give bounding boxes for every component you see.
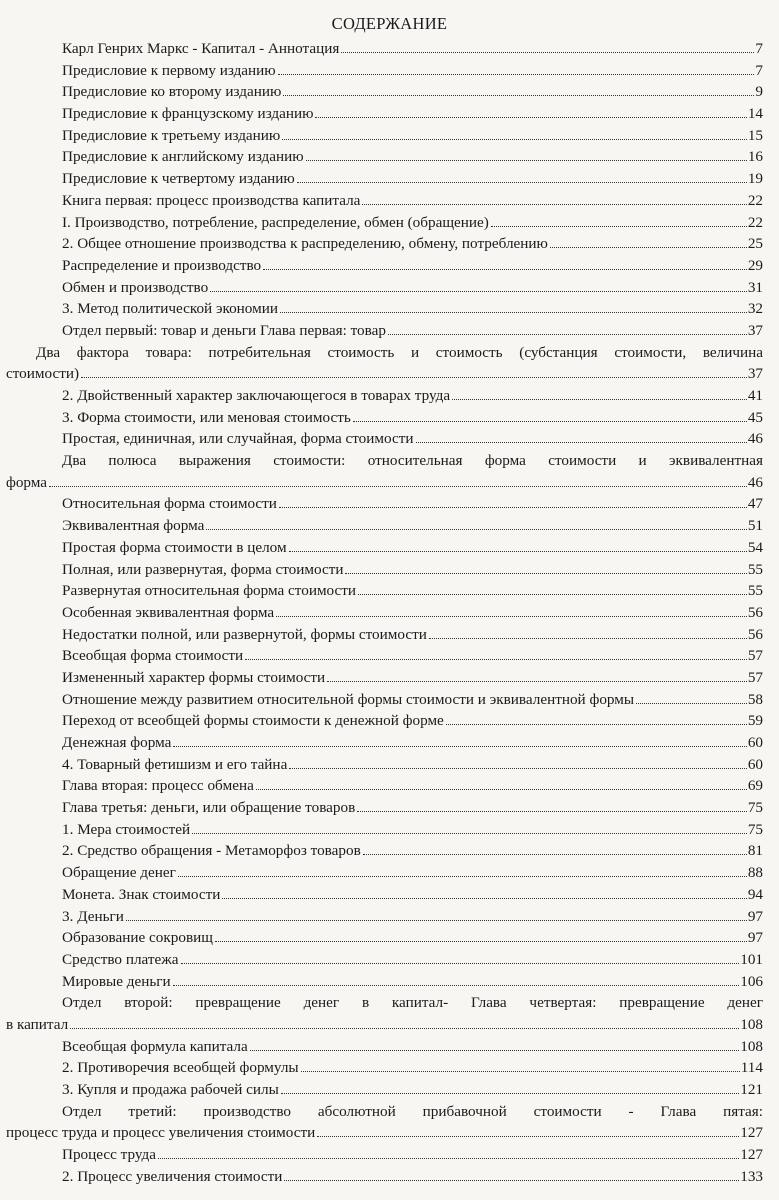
toc-page-number: 88 <box>747 864 763 882</box>
toc-entry-title: Предисловие к четвертому изданию <box>62 168 296 190</box>
table-of-contents <box>0 38 779 1188</box>
toc-page-number: 7 <box>755 40 763 57</box>
toc-page-number: 46 <box>747 473 763 491</box>
toc-page-number: 57 <box>747 647 763 665</box>
toc-entry-title: Отдел первый: товар и деньги Глава первая: товар <box>62 320 387 342</box>
toc-entry-title: Предисловие к первому изданию <box>62 60 277 82</box>
toc-page-number: 25 <box>747 235 763 253</box>
toc-entry-title: Мировые деньги <box>62 971 172 993</box>
dot-leader <box>341 51 754 53</box>
toc-page-number: 55 <box>747 560 763 578</box>
dot-leader <box>178 875 747 877</box>
toc-page-number: 121 <box>740 1081 763 1099</box>
toc-page-number: 41 <box>747 387 763 405</box>
toc-entry-title: Недостатки полной, или развернутой, формы стоимости <box>62 624 428 646</box>
toc-page-number: 31 <box>747 278 763 296</box>
dot-leader <box>363 853 747 855</box>
toc-entry-title: Средство платежа <box>62 949 180 971</box>
dot-leader <box>315 116 746 118</box>
toc-entry-title: Развернутая относительная форма стоимости <box>62 580 357 602</box>
toc-page-number: 37 <box>747 321 763 339</box>
toc-entry <box>0 81 779 103</box>
toc-entry-title: Всеобщая формула капитала <box>62 1036 249 1058</box>
toc-page-number: 46 <box>747 430 763 448</box>
toc-page-number: 69 <box>747 777 763 795</box>
toc-entry-title: Простая, единичная, или случайная, форма стоимости <box>62 428 415 450</box>
toc-entry <box>0 233 779 255</box>
toc-page-number: 133 <box>740 1167 763 1185</box>
toc-page-number: 7 <box>755 61 763 79</box>
toc-entry <box>0 1036 779 1058</box>
toc-entry-title: 4. Товарный фетишизм и его тайна <box>62 754 288 776</box>
toc-page-number: 15 <box>747 126 763 144</box>
toc-entry-title: Предисловие ко второму изданию <box>62 81 282 103</box>
dot-leader <box>126 919 747 921</box>
toc-entry-title: Глава вторая: процесс обмена <box>62 775 255 797</box>
dot-leader <box>81 376 747 378</box>
toc-page-number: 94 <box>747 885 763 903</box>
toc-entry <box>0 819 779 841</box>
dot-leader <box>327 680 747 682</box>
toc-page-number: 60 <box>747 734 763 752</box>
dot-leader <box>429 637 747 639</box>
toc-entry-title: Глава третья: деньги, или обращение товаров <box>62 797 356 819</box>
toc-entry-title: I. Производство, потребление, распределение, обмен (обращение) <box>62 212 490 234</box>
toc-entry-title-line: Два полюса выражения стоимости: относительная форма стоимости и эквивалентная <box>62 452 763 470</box>
toc-entry-title: 3. Метод политической экономии <box>62 298 279 320</box>
toc-entry <box>0 884 779 906</box>
dot-leader <box>289 767 747 769</box>
toc-page-number: 127 <box>740 1146 763 1164</box>
toc-entry <box>0 60 779 82</box>
toc-page-number: 29 <box>747 256 763 274</box>
toc-entry-title: 1. Мера стоимостей <box>62 819 191 841</box>
toc-entry-title: Всеобщая форма стоимости <box>62 645 244 667</box>
toc-entry-title: Особенная эквивалентная форма <box>62 602 275 624</box>
toc-entry <box>0 537 779 559</box>
toc-page-number: 97 <box>747 907 763 925</box>
toc-entry <box>0 645 779 667</box>
toc-entry <box>0 168 779 190</box>
dot-leader <box>250 1049 739 1051</box>
dot-leader <box>278 73 755 75</box>
toc-entry <box>0 862 779 884</box>
dot-leader <box>416 441 747 443</box>
toc-entry-title: Эквивалентная форма <box>62 515 205 537</box>
toc-page-number: 14 <box>747 105 763 123</box>
toc-entry <box>0 971 779 993</box>
toc-page-number: 58 <box>747 690 763 708</box>
toc-page-number: 47 <box>747 495 763 513</box>
toc-entry <box>0 667 779 689</box>
toc-entry <box>0 146 779 168</box>
toc-entry-title: Простая форма стоимости в целом <box>62 537 288 559</box>
toc-entry-title: Образование сокровищ <box>62 927 214 949</box>
toc-entry-title: Карл Генрих Маркс - Капитал - Аннотация <box>62 38 340 60</box>
dot-leader <box>245 658 747 660</box>
toc-entry-title: Обращение денег <box>62 862 177 884</box>
toc-entry <box>0 559 779 581</box>
toc-entry <box>0 949 779 971</box>
dot-leader <box>206 528 746 530</box>
toc-page-number: 16 <box>747 148 763 166</box>
dot-leader <box>49 485 747 487</box>
toc-entry <box>0 428 779 450</box>
toc-entry-title: 2. Противоречия всеобщей формулы <box>62 1057 300 1079</box>
toc-entry <box>0 927 779 949</box>
toc-entry <box>0 515 779 537</box>
toc-entry-title: Относительная форма стоимости <box>62 493 278 515</box>
dot-leader <box>550 246 747 248</box>
toc-entry <box>0 1166 779 1188</box>
page-title: СОДЕРЖАНИЕ <box>331 14 448 33</box>
toc-entry-title-line: Отдел второй: превращение денег в капитал- Глава четвертая: превращение денег <box>62 994 763 1012</box>
dot-leader <box>173 745 746 747</box>
toc-entry <box>0 754 779 776</box>
dot-leader <box>353 420 747 422</box>
dot-leader <box>70 1027 739 1029</box>
toc-page-number: 51 <box>747 517 763 535</box>
dot-leader <box>345 572 746 574</box>
dot-leader <box>282 138 747 140</box>
dot-leader <box>362 203 746 205</box>
dot-leader <box>280 311 747 313</box>
toc-entry <box>0 580 779 602</box>
toc-entry <box>0 1144 779 1166</box>
toc-entry <box>0 992 779 1035</box>
toc-entry-title: Денежная форма <box>62 732 172 754</box>
toc-entry <box>0 190 779 212</box>
toc-entry <box>0 212 779 234</box>
toc-entry <box>0 342 779 385</box>
dot-leader <box>181 962 740 964</box>
toc-entry <box>0 320 779 342</box>
toc-entry-title: Предисловие к английскому изданию <box>62 146 305 168</box>
toc-page-number: 75 <box>747 820 763 838</box>
toc-entry <box>0 38 779 60</box>
toc-entry-title: Полная, или развернутая, форма стоимости <box>62 559 344 581</box>
dot-leader <box>297 181 747 183</box>
toc-page-number: 55 <box>747 582 763 600</box>
toc-page-number: 56 <box>747 603 763 621</box>
toc-entry <box>0 277 779 299</box>
toc-entry <box>0 602 779 624</box>
toc-page-number: 101 <box>740 950 763 968</box>
toc-page-number: 45 <box>747 408 763 426</box>
toc-page-number: 9 <box>755 83 763 101</box>
toc-entry-title: Распределение и производство <box>62 255 262 277</box>
toc-entry <box>0 407 779 429</box>
toc-page-number: 37 <box>747 365 763 383</box>
toc-page-number: 81 <box>747 842 763 860</box>
toc-entry-title: Переход от всеобщей формы стоимости к денежной форме <box>62 710 445 732</box>
toc-entry-title: 3. Деньги <box>62 906 125 928</box>
toc-entry-title: в капитал <box>6 1014 69 1036</box>
toc-entry-title: Монета. Знак стоимости <box>62 884 221 906</box>
toc-page-number: 56 <box>747 625 763 643</box>
dot-leader <box>158 1157 739 1159</box>
dot-leader <box>192 832 747 834</box>
toc-entry-title: Предисловие к третьему изданию <box>62 125 281 147</box>
dot-leader <box>215 940 747 942</box>
dot-leader <box>283 94 754 96</box>
toc-entry <box>0 103 779 125</box>
toc-entry <box>0 1101 779 1144</box>
toc-entry <box>0 1057 779 1079</box>
toc-entry-title: 2. Процесс увеличения стоимости <box>62 1166 283 1188</box>
toc-entry-title: стоимости) <box>6 363 80 385</box>
toc-entry <box>0 732 779 754</box>
toc-page-number: 97 <box>747 929 763 947</box>
toc-entry-title: 3. Форма стоимости, или меновая стоимость <box>62 407 352 429</box>
dot-leader <box>388 333 747 335</box>
toc-page-number: 106 <box>740 972 763 990</box>
dot-leader <box>210 290 747 292</box>
toc-entry-title: Предисловие к французскому изданию <box>62 103 314 125</box>
toc-entry-title: 2. Двойственный характер заключающегося в товарах труда <box>62 385 451 407</box>
toc-page-number: 75 <box>747 799 763 817</box>
toc-entry <box>0 624 779 646</box>
dot-leader <box>256 788 747 790</box>
toc-entry-title: Книга первая: процесс производства капитала <box>62 190 361 212</box>
toc-page-number: 127 <box>740 1124 763 1142</box>
toc-entry-title: 3. Купля и продажа рабочей силы <box>62 1079 280 1101</box>
toc-entry-title: процесс труда и процесс увеличения стоимости <box>6 1122 316 1144</box>
toc-entry <box>0 385 779 407</box>
toc-entry-title: Измененный характер формы стоимости <box>62 667 326 689</box>
toc-entry <box>0 493 779 515</box>
toc-page-number: 60 <box>747 755 763 773</box>
dot-leader <box>279 506 747 508</box>
dot-leader <box>358 593 747 595</box>
toc-entry <box>0 906 779 928</box>
toc-entry-title: Обмен и производство <box>62 277 209 299</box>
toc-entry <box>0 125 779 147</box>
toc-page-number: 22 <box>747 213 763 231</box>
toc-entry-title: 2. Средство обращения - Метаморфоз товаров <box>62 840 362 862</box>
dot-leader <box>357 810 747 812</box>
toc-entry <box>0 840 779 862</box>
toc-entry-title: Отношение между развитием относительной формы стоимости и эквивалентной формы <box>62 689 635 711</box>
toc-page-number: 22 <box>747 191 763 209</box>
toc-page-number: 108 <box>740 1015 763 1033</box>
toc-entry-title: 2. Общее отношение производства к распределению, обмену, потреблению <box>62 233 549 255</box>
toc-entry <box>0 255 779 277</box>
dot-leader <box>173 984 740 986</box>
toc-page-number: 59 <box>747 712 763 730</box>
dot-leader <box>301 1070 740 1072</box>
toc-entry-title: Процесс труда <box>62 1144 157 1166</box>
toc-page-number: 108 <box>740 1037 763 1055</box>
dot-leader <box>284 1179 739 1181</box>
toc-entry <box>0 298 779 320</box>
toc-page-number: 32 <box>747 300 763 318</box>
dot-leader <box>263 268 747 270</box>
dot-leader <box>491 225 747 227</box>
dot-leader <box>306 159 747 161</box>
toc-entry-title-line: Два фактора товара: потребительная стоимость и стоимость (субстанция стоимости, величина <box>36 343 763 361</box>
dot-leader <box>636 702 747 704</box>
toc-page-number: 54 <box>747 538 763 556</box>
dot-leader <box>452 398 747 400</box>
toc-page-number: 114 <box>740 1059 763 1077</box>
toc-entry <box>0 710 779 732</box>
toc-entry <box>0 450 779 493</box>
dot-leader <box>276 615 747 617</box>
dot-leader <box>317 1135 739 1137</box>
toc-page-number: 19 <box>747 170 763 188</box>
dot-leader <box>222 897 746 899</box>
toc-entry <box>0 689 779 711</box>
toc-entry-title-line: Отдел третий: производство абсолютной прибавочной стоимости - Глава пятая: <box>62 1102 763 1120</box>
toc-entry <box>0 1079 779 1101</box>
dot-leader <box>289 550 747 552</box>
toc-entry-title: форма <box>6 472 48 494</box>
toc-page-number: 57 <box>747 668 763 686</box>
toc-entry <box>0 775 779 797</box>
toc-entry <box>0 797 779 819</box>
dot-leader <box>446 723 747 725</box>
dot-leader <box>281 1092 739 1094</box>
